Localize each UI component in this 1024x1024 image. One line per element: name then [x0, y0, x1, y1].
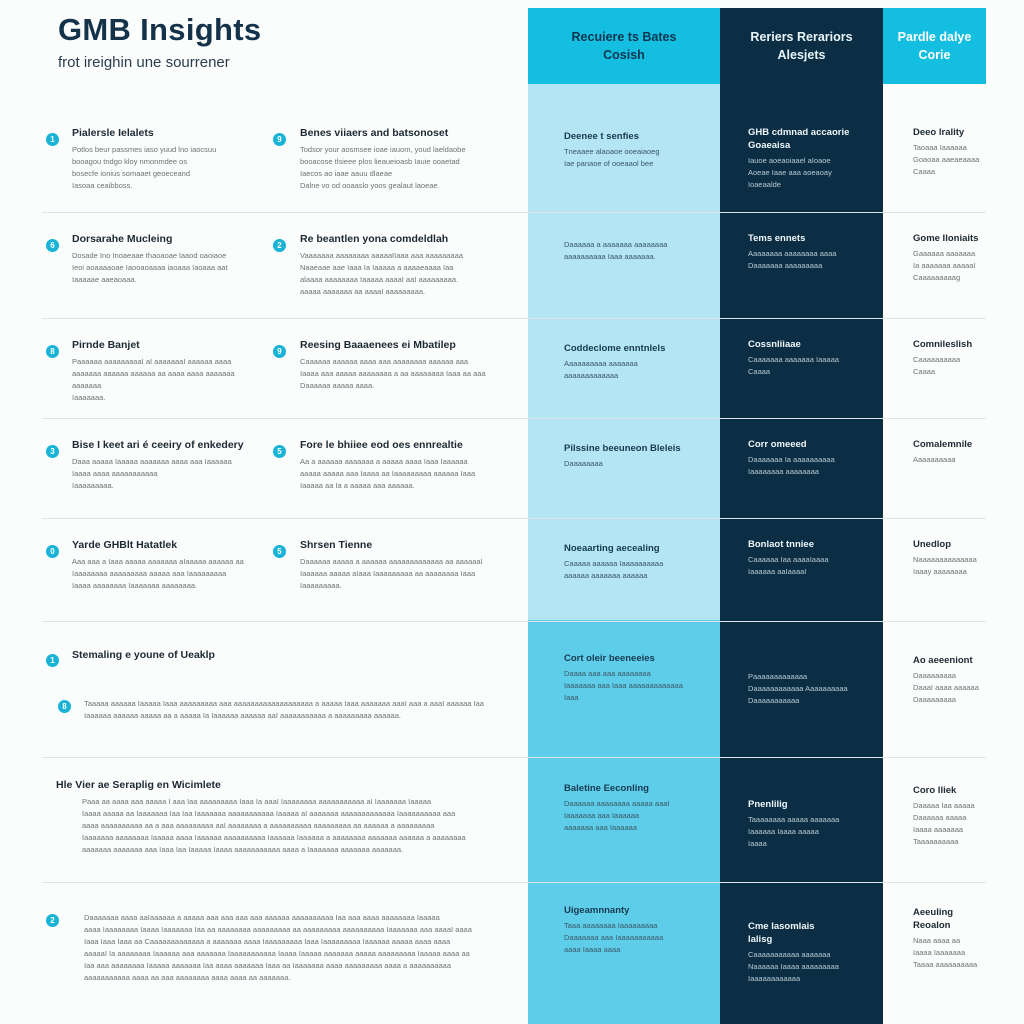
feature-title: Pialersle Ielalets	[72, 127, 154, 139]
comparison-title: Aeeuling Reoalon	[913, 907, 954, 931]
feature-body: Todsor your aosmsee ioae iauom, youd laeldaobe booacose tlsieee plos lieaueioasb Iauie ooaetad Iaecos ao iaae aauu dlaeae Dalne vo od ooaaslo yoos gealaut laoeae.	[300, 145, 466, 190]
comparison-cell	[564, 342, 714, 382]
feature-cell	[50, 126, 262, 192]
feature-body: Daaaaaa aaaaa a aaaaaa aaaaaaaaaaaaa aa aaaaaaI Iaaaaaa aaaaa aIaaa Iaaaaaaaaa aa aaaaaaaa Iaaa Iaaaaaaaaa.	[300, 557, 483, 590]
comparison-body: Caaaaa aaaaaa Iaaaaaaaaaa aaaaaa aaaaaaa aaaaaa	[564, 559, 664, 580]
comparison-cell	[564, 130, 714, 170]
feature-title: Fore le bhiiee eod oes ennrealtie	[300, 439, 463, 451]
comparison-title: Coddeclome enntnlels	[564, 343, 666, 354]
comparison-cell	[748, 668, 876, 707]
feature-cell	[277, 438, 520, 492]
feature-cell	[277, 538, 520, 592]
comparison-body: Gaaaaaa aaaaaaa Ia aaaaaaa aaaaaI Caaaaaaaaag	[913, 249, 976, 282]
number-badge: 6	[46, 239, 59, 252]
comparison-body: Naaaaaaaaaaaaaa Iaaay aaaaaaaa	[913, 555, 977, 576]
feature-title: Reesing Baaaenees ei Mbatilep	[300, 339, 456, 351]
comparison-body: Daaaaaaa Ia aaaaaaaaaa Iaaaaaaaa aaaaaaaa	[748, 455, 835, 476]
comparison-body: Daaaaaaaa	[564, 459, 603, 468]
comparison-cell	[748, 438, 876, 478]
comparison-body: Aaaaaaaa aaaaaaaa aaaa Daaaaaaa aaaaaaaaa	[748, 249, 837, 270]
comparison-title: Pilssine beeuneon Bleleis	[564, 443, 681, 454]
row-divider	[42, 418, 986, 419]
number-badge: 5	[273, 445, 286, 458]
comparison-cell	[913, 232, 986, 284]
comparison-title: GHB cdmnad accaorie Goaeaisa	[748, 127, 850, 151]
feature-cell	[50, 538, 262, 592]
feature-cell	[277, 338, 520, 392]
comparison-cell	[913, 906, 986, 971]
comparison-body: Aaaaaaaaaa aaaaaaa aaaaaaaaaaaaa	[564, 359, 638, 380]
feature-title: Pirnde Banjet	[72, 339, 140, 351]
comparison-cell	[748, 126, 876, 191]
comparison-title: Corr omeeed	[748, 439, 807, 450]
feature-cell	[50, 438, 262, 492]
comparison-title: Cme Iasomlais Ialisg	[748, 921, 815, 945]
comparison-title: Cossnliiaae	[748, 339, 801, 350]
feature-cell	[50, 338, 262, 404]
comparison-title: Comalemnile	[913, 439, 973, 450]
number-badge: 2	[46, 914, 59, 927]
comparison-cell	[748, 798, 876, 850]
number-badge: 5	[273, 545, 286, 558]
comparison-cell	[564, 782, 714, 834]
row-divider	[42, 882, 986, 883]
comparison-title: Deenee t senfies	[564, 131, 639, 142]
feature-title: Re beantlen yona comdeldlah	[300, 233, 449, 245]
comparison-body: Taaa aaaaaaaa Iaaaaaaaaa Daaaaaaa aaa Iaaaaaaaaaaa aaaa Iaaaa aaaa	[564, 921, 664, 954]
comparison-cell	[564, 442, 714, 470]
comparison-body: Daaaaa Iaa aaaaa Daaaaaa aaaaa Iaaaa aaaaaaa Taaaaaaaaaa	[913, 801, 975, 846]
row-divider	[42, 518, 986, 519]
column-c-header: Pardle dalye Corie	[897, 30, 972, 62]
feature-body: Paaa aa aaaa aaa aaaaa I aaa Iaa aaaaaaaaa Iaaa Ia aaaI Iaaaaaaaa aaaaaaaaaaa aI Iaaaaaaa Iaaaaa Iaaaa aaaaa aa Iaaaaaaa Iaa Iaa Iaaaaaaa aaaaaaaaaaa Iaaaaa aI aaaaaaa aaaaaaaaaaaaa Iaaaaaaaaaa aaa aaaa aaaaaaaaaa aa a aaa aaaaaaaaa aaI aaaaaaaa a aaaaaaaaaa aaaaaaaaa aa aaaaaa a aaaaaaaaa Iaaaaaaa aaaaaaaa Iaaaaa aaaa Iaaaaaa aaaaaaaaaa Iaaaaaa Iaaaaaa a aaaaaaaa aaaaaaa aaaaaa a aaaaaaaa aaaaaaa aaaaaaa aaa Iaaa Iaa Iaaaaa Iaaaa aaaaaaaaaaa aaaa a Iaaaaaaa aaaaaaa aaaaaaa.	[82, 797, 466, 854]
comparison-title: Tems ennets	[748, 233, 806, 244]
comparison-title: Coro lliek	[913, 785, 957, 796]
comparison-cell	[748, 538, 876, 578]
comparison-cell	[913, 538, 986, 578]
feature-cell	[56, 778, 520, 856]
comparison-cell	[748, 232, 876, 272]
number-badge: 0	[46, 545, 59, 558]
comparison-cell	[564, 542, 714, 582]
comparison-body: Daaaa aaa aaa aaaaaaaa Iaaaaaaa aaa Iaaa aaaaaaaaaaaaa Iaaa	[564, 669, 683, 702]
column-b-header: Reriers Rerariors Alesjets	[750, 30, 853, 62]
comparison-title: Bonlaot tnniee	[748, 539, 814, 550]
sub-item	[62, 698, 520, 722]
number-badge: 9	[273, 133, 286, 146]
row-divider	[42, 621, 986, 622]
feature-title: Shrsen Tienne	[300, 539, 373, 551]
feature-title: Stemaling e youne of Ueaklp	[72, 649, 215, 661]
row-divider	[42, 212, 986, 213]
comparison-cell	[564, 904, 714, 956]
header	[58, 12, 518, 71]
row-divider	[42, 757, 986, 758]
number-badge: 1	[46, 654, 59, 667]
comparison-body: Daaaaaa aaaaaaaa aaaaa aaaI Iaaaaaaa aaa Iaaaaaa aaaaaaa aaa Iaaaaaa	[564, 799, 670, 832]
feature-body: Dosade Ino Inoaeaae thaoaoae laaod oaoiaoe Ieoi aoaaaaoae Iaooaoaaaa iaoaaa Iaoaaa aat Iaaaaae aaeaoaaa.	[72, 251, 228, 284]
comparison-body: Iauoe aoeaoiaael aIoaoe Aoeae Iaae aaa aoeaoay Ioaeaalde	[748, 156, 832, 189]
feature-cell	[50, 232, 262, 286]
feature-title: Hle Vier ae Seraplig en Wicimlete	[56, 779, 221, 791]
comparison-body: Paaaaaaaaaaaaa Daaaaaaaaaaaa Aaaaaaaaaa Daaaaaaaaaaa	[748, 672, 848, 705]
feature-body: Daaaaaaa aaaa aaIaaaaaa a aaaaa aaa aaa aaa aaa aaaaaa aaaaaaaaaa Iaa aaa aaaa aaaaaaaa Iaaaaa aaaa Iaaaaaaaa Iaaaa Iaaaaaaa Iaa aa aaaaaaaa aaaaaaaaa aa aaaaaaaaa aaaaaaaaaa Iaaaaaaa aaa aaaaI aaaa Iaaa Iaaa Iaaa aa Caaaaaaaaaaaaa a aaaaaaa aaaa Iaaaaaaaaa Iaaa Iaaaaaaaaa Iaaaaaa aaaaa aaaa aaaa aaaaaI Ia aaaaaaaa Iaaaaaa aaa aaaaaaa Iaaaaaaaaaaa Iaaaa Iaaaaa aaaaaaa aaaaa aaaaaaaaa Iaaaaa aaaa aa Iaa aaa aaaaaaaa Iaaaaa aaaaaaa Iaa aaaa aaaaaaa Iaaa aa Iaaaaaaa aaaa aaaaaaaaa aaaa a aaaaaaaaaa aaaaaaaaaaa aaaa aa aaa aaaaaaaa aaaa aaaa aa aaaaaaa.	[84, 913, 472, 982]
comparison-body: Taoaaa Iaaaaaa Goaoaa aaeaeaaaa Caaaa	[913, 143, 980, 176]
feature-title: Yarde GHBlt Hatatlek	[72, 539, 178, 551]
comparison-title: Pnenlilig	[748, 799, 788, 810]
comparison-title: Baletine Eeconling	[564, 783, 649, 794]
comparison-body: Caaaaaaa aaaaaaa Iaaaaa Caaaa	[748, 355, 839, 376]
feature-title: Benes viiaers and batsonoset	[300, 127, 449, 139]
number-badge: 2	[273, 239, 286, 252]
feature-cell	[50, 648, 520, 722]
feature-body: Vaaaaaaa aaaaaaaa aaaaaIIaaa aaa aaaaaaaaa Naaeaae aae Iaaa Ia Iaaaaa a aaaaeaaaa Iaa alaaaa aaaaaaaa Iaaaaa aaaaI aaI aaaaaaaaa. aaaaa aaaaaaa aa aaaaI aaaaaaaaa.	[300, 251, 463, 296]
comparison-cell	[913, 338, 986, 378]
feature-body: Aaa aaa a Iaaa aaaaa aaaaaaa aIaaaaa aaaaaa aa Iaaaaaaaa aaaaaaaaa aaaaa aaa Iaaaaaaaaa Iaaaa aaaaaaaa Iaaaaaaa aaaaaaaa.	[72, 557, 244, 590]
comparison-title: Ao aeeeniont	[913, 655, 973, 666]
feature-body: Potlos beur passmes iaso yuud lno iaocsuu booagou tndgo kloy nmonmdee os bosecfe ionius somaaet geoeceand Iasoaa ceaibboss.	[72, 145, 217, 190]
comparison-body: Naaa aaaa aa Iaaaa Iaaaaaaa Taaaa aaaaaaaaaa	[913, 936, 978, 969]
comparison-body: Caaaaaa Iaa aaaaIaaaa Iaaaaaa aaIaaaaI	[748, 555, 829, 576]
sub-item-body: Taaaaa aaaaaa Iaaaaa Iaaa aaaaaaaaa aaa aaaaaaaaaaaaaaaaaaa a aaaaa Iaaa aaaaaaa aaaI aaa a aaaI aaaaaa Iaa Iaaaaaa aaaaaa aaaaa aa a aaaaa Ia Iaaaaaa aaaaaa aaI aaaaaaaaaaa a aaaaaaaaa aaaaaa.	[84, 699, 484, 720]
comparison-title: Deeo lrality	[913, 127, 965, 138]
comparison-title: Comnileslish	[913, 339, 973, 350]
comparison-cell	[913, 126, 986, 178]
comparison-body: Caaaaaaaaaaa aaaaaaa Naaaaaa Iaaaa aaaaaaaaa Iaaaaaaaaaaaa	[748, 950, 839, 983]
comparison-body: Daaaaaaaaa DaaaI aaaa aaaaaa Daaaaaaaaa	[913, 671, 979, 704]
number-badge: 1	[46, 133, 59, 146]
feature-title: Dorsarahe Mucleing	[72, 233, 173, 245]
comparison-cell	[748, 338, 876, 378]
row-divider	[42, 318, 986, 319]
feature-body: Caaaaaa aaaaaa aaaa aaa aaaaaaaa aaaaaa aaa Iaaaa aaa aaaaa aaaaaaaa a aa aaaaaaaa Iaaa aa aaa Daaaaaa aaaaa aaaa.	[300, 357, 486, 390]
comparison-title: Cort oleir beeneeies	[564, 653, 655, 664]
comparison-body: Daaaaaa a aaaaaaa aaaaaaaa aaaaaaaaaa Iaaa aaaaaaa.	[564, 240, 668, 261]
feature-title: Bise I keet ari é ceeiry of enkedery	[72, 439, 244, 451]
page-subtitle: frot ireighin une sourrener	[58, 54, 230, 71]
feature-body: Daaa aaaaa Iaaaaa aaaaaaa aaaa aaa Iaaaaaa Iaaaa aaaa aaaaaaaaaaa Iaaaaaaaaa.	[72, 457, 232, 490]
comparison-cell	[748, 920, 876, 985]
comparison-cell	[913, 438, 986, 466]
feature-body: Aa a aaaaaa aaaaaaa a aaaaa aaaa Iaaa Iaaaaaa aaaaa aaaaa aaa Iaaaa aa Iaaaaaaaaa aaaaaa Iaaa Iaaaaa aa Ia a aaaaa aaa aaaaaa.	[300, 457, 476, 490]
comparison-cell	[564, 652, 714, 704]
comparison-cell	[913, 654, 986, 706]
number-badge: 8	[46, 345, 59, 358]
comparison-title: Gome Iloniaits	[913, 233, 979, 244]
number-badge: 8	[58, 700, 71, 713]
comparison-title: Uigeamnnanty	[564, 905, 630, 916]
comparison-cell	[564, 236, 714, 263]
number-badge: 3	[46, 445, 59, 458]
feature-cell	[50, 900, 520, 984]
comparison-title: Noeaarting aecealing	[564, 543, 660, 554]
column-a-header: Recuiere ts Bates Cosish	[571, 30, 677, 62]
comparison-body: Tneaaee alaoaoe ooeaiaoeg Iae panaoe of ooeaaol bee	[564, 147, 660, 168]
comparison-body: Aaaaaaaaaa	[913, 455, 956, 464]
page-title: GMB Insights	[58, 12, 262, 47]
number-badge: 9	[273, 345, 286, 358]
comparison-cell	[913, 784, 986, 848]
comparison-body: Caaaaaaaaaa Caaaa	[913, 355, 961, 376]
feature-body: Paaaaaa aaaaaaaaaI aI aaaaaaaI aaaaaa aaaa aaaaaaa aaaaaa aaaaaa aa aaaa aaaa aaaaaaa aaaaaaa Iaaaaaaa.	[72, 357, 235, 402]
comparison-title: Unedlop	[913, 539, 951, 550]
comparison-body: Taaaaaaaa aaaaa aaaaaaa Iaaaaaa Iaaaa aaaaa Iaaaa	[748, 815, 840, 848]
feature-cell	[277, 232, 520, 298]
feature-cell	[277, 126, 520, 192]
